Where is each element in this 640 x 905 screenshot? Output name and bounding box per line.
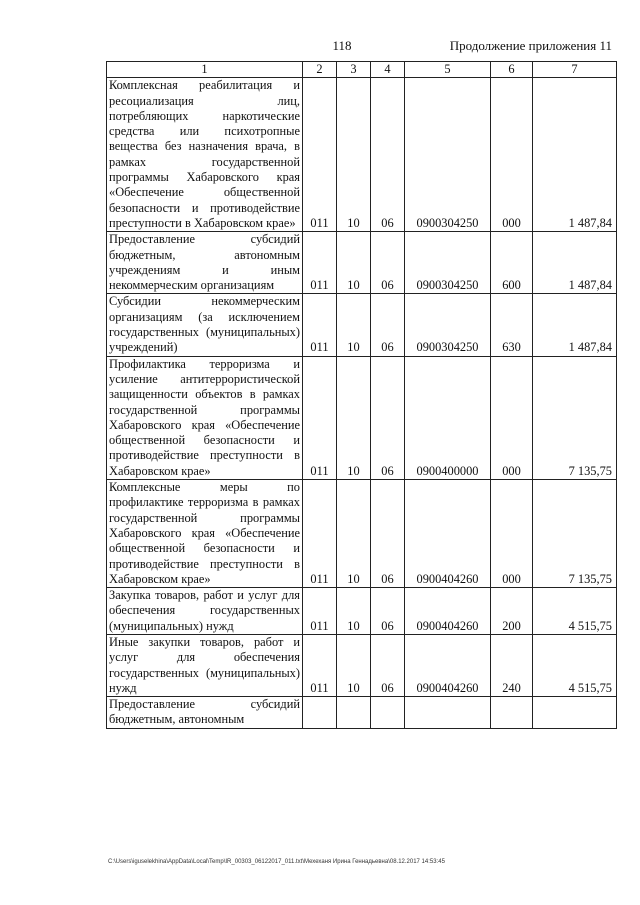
column-header: 2	[303, 62, 337, 78]
budget-table	[106, 61, 617, 729]
column-header: 4	[371, 62, 405, 78]
amount-value: 1 487,84	[533, 294, 617, 356]
amount-value: 4 515,75	[533, 588, 617, 635]
table-row	[107, 588, 617, 635]
expense-type-code: 240	[491, 634, 533, 696]
target-article-code: 0900304250	[405, 232, 491, 294]
section-code: 10	[337, 356, 371, 479]
row-name: Предоставление субсидий бюджетным, автономным учреждениям и иным некоммерческим организациям	[107, 232, 303, 294]
row-name: Профилактика терроризма и усиление антитеррористической защищенности объектов в рамках государственной программы Хабаровского края «Обеспечение общественной безопасности и противодействие преступности в Хабаровском крае»	[107, 356, 303, 479]
amount-value: 1 487,84	[533, 232, 617, 294]
row-name: Закупка товаров, работ и услуг для обеспечения государственных (муниципальных) нужд	[107, 588, 303, 635]
target-article-code	[405, 697, 491, 729]
target-article-code: 0900304250	[405, 294, 491, 356]
column-header: 6	[491, 62, 533, 78]
row-name: Комплексная реабилитация и ресоциализация лиц, потребляющих наркотические средства или психотропные вещества без назначения врача, в рамках государственной программы Хабаровского края «Обеспечение общественной безопасности и противодействие преступности в Хабаровском крае»	[107, 78, 303, 232]
ministry-code: 011	[303, 588, 337, 635]
column-header: 1	[107, 62, 303, 78]
subsection-code: 06	[371, 232, 405, 294]
ministry-code: 011	[303, 634, 337, 696]
expense-type-code: 000	[491, 480, 533, 588]
subsection-code: 06	[371, 634, 405, 696]
column-header: 7	[533, 62, 617, 78]
column-header: 3	[337, 62, 371, 78]
row-name: Предоставление субсидий бюджетным, автономным	[107, 697, 303, 729]
subsection-code	[371, 697, 405, 729]
ministry-code: 011	[303, 356, 337, 479]
target-article-code: 0900404260	[405, 480, 491, 588]
amount-value: 4 515,75	[533, 634, 617, 696]
section-code	[337, 697, 371, 729]
expense-type-code: 600	[491, 232, 533, 294]
amount-value: 1 487,84	[533, 78, 617, 232]
target-article-code: 0900404260	[405, 588, 491, 635]
subsection-code: 06	[371, 356, 405, 479]
amount-value: 7 135,75	[533, 480, 617, 588]
amount-value: 7 135,75	[533, 356, 617, 479]
expense-type-code: 000	[491, 356, 533, 479]
section-code: 10	[337, 78, 371, 232]
file-path-footer: C:\Users\iguselekhina\AppData\Local\Temp\IR_00303_06122017_011.txt\Мехеханя Ирина Геннадьевна\08.12.2017 14:53:45	[108, 859, 445, 865]
table-row	[107, 356, 617, 479]
table-header-row	[107, 62, 617, 78]
section-code: 10	[337, 232, 371, 294]
section-code: 10	[337, 588, 371, 635]
ministry-code: 011	[303, 480, 337, 588]
expense-type-code	[491, 697, 533, 729]
row-name: Иные закупки товаров, работ и услуг для обеспечения государственных (муниципальных) нужд	[107, 634, 303, 696]
section-code: 10	[337, 634, 371, 696]
target-article-code: 0900404260	[405, 634, 491, 696]
table-row	[107, 78, 617, 232]
expense-type-code: 630	[491, 294, 533, 356]
ministry-code: 011	[303, 78, 337, 232]
table-row	[107, 232, 617, 294]
target-article-code: 0900304250	[405, 78, 491, 232]
ministry-code: 011	[303, 232, 337, 294]
ministry-code	[303, 697, 337, 729]
subsection-code: 06	[371, 588, 405, 635]
subsection-code: 06	[371, 480, 405, 588]
row-name: Субсидии некоммерческим организациям (за исключением государственных (муниципальных) учреждений)	[107, 294, 303, 356]
table-row	[107, 480, 617, 588]
column-header: 5	[405, 62, 491, 78]
subsection-code: 06	[371, 294, 405, 356]
row-name: Комплексные меры по профилактике терроризма в рамках государственной программы Хабаровского края «Обеспечение общественной безопасности и противодействие преступности в Хабаровском крае»	[107, 480, 303, 588]
amount-value	[533, 697, 617, 729]
subsection-code: 06	[371, 78, 405, 232]
table-row	[107, 634, 617, 696]
target-article-code: 0900400000	[405, 356, 491, 479]
expense-type-code: 000	[491, 78, 533, 232]
section-code: 10	[337, 294, 371, 356]
ministry-code: 011	[303, 294, 337, 356]
section-code: 10	[337, 480, 371, 588]
expense-type-code: 200	[491, 588, 533, 635]
appendix-continuation-label: Продолжение приложения 11	[449, 38, 612, 53]
table-row	[107, 697, 617, 729]
page-number: 118	[332, 38, 352, 53]
table-row	[107, 294, 617, 356]
